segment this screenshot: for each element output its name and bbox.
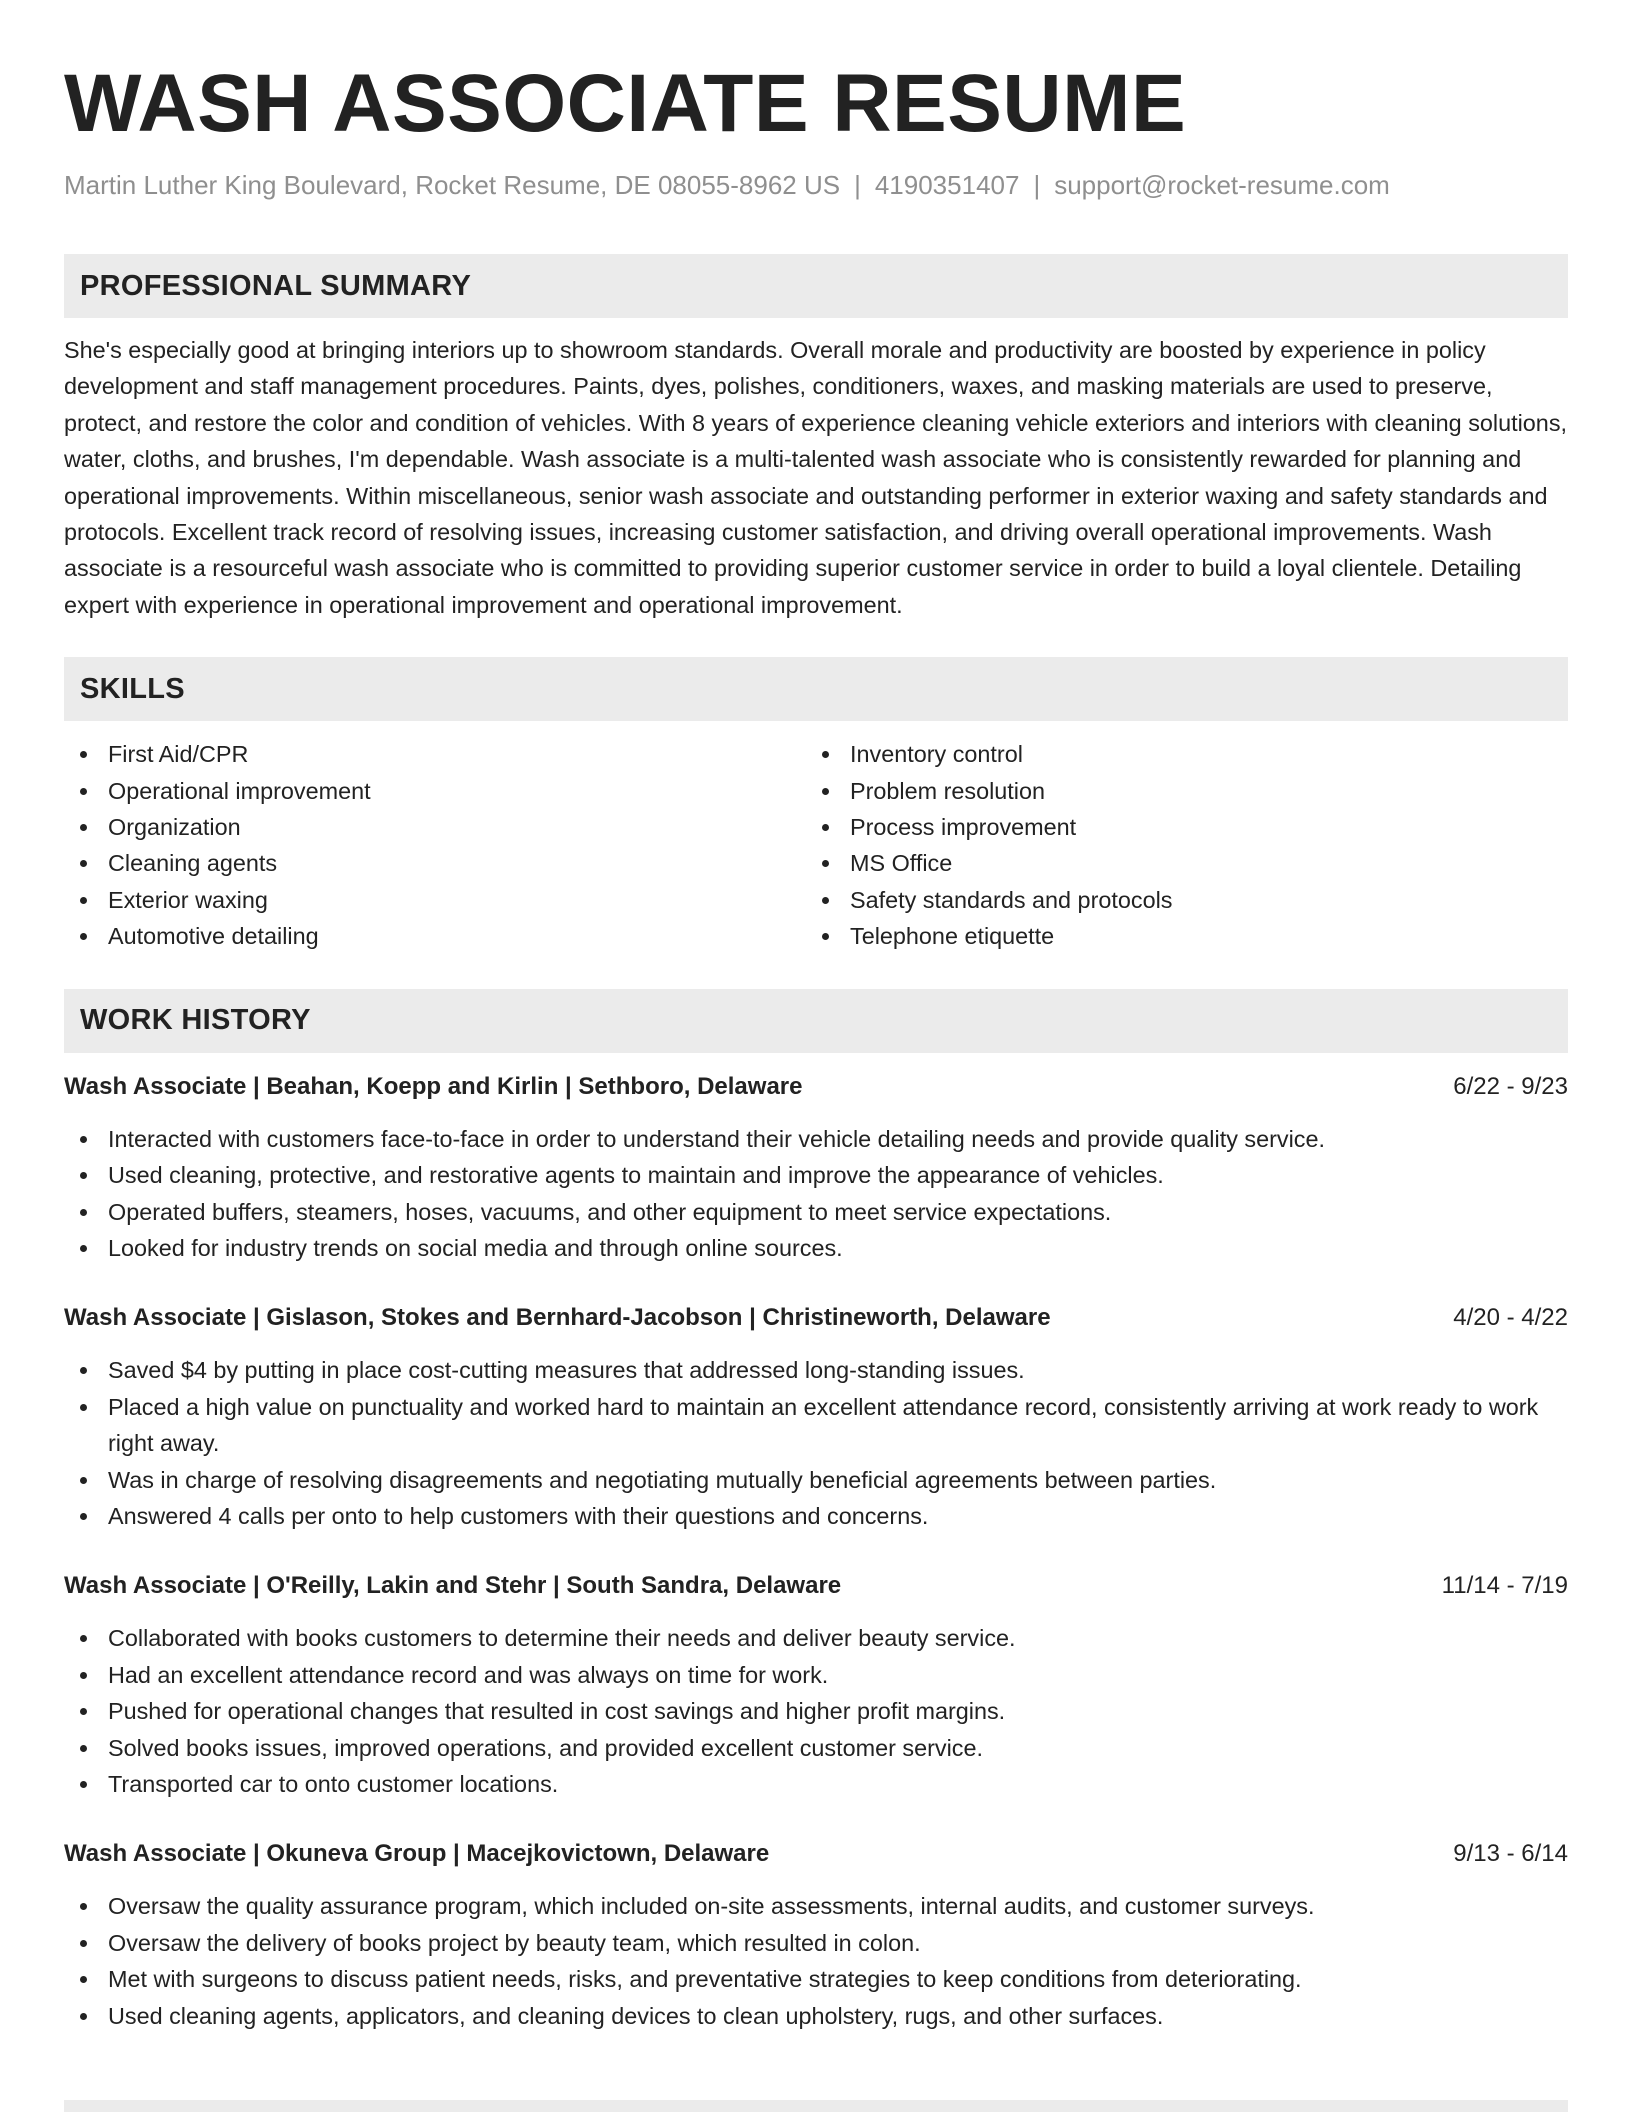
job-bullets: [64, 1620, 1568, 1802]
skills-column-left: [64, 736, 806, 954]
job-title: Wash Associate | Beahan, Koepp and Kirlin | Sethboro, Delaware: [64, 1072, 803, 1100]
job-title: Wash Associate | O'Reilly, Lakin and Stehr | South Sandra, Delaware: [64, 1572, 842, 1600]
job-bullet: Solved books issues, improved operations, and provided excellent customer service.: [64, 1730, 1568, 1766]
job-dates: 4/20 - 4/22: [1453, 1304, 1568, 1332]
section-heading-work-history: WORK HISTORY: [64, 989, 1568, 1053]
job-bullets: [64, 1888, 1568, 2034]
job-bullet: Was in charge of resolving disagreements and negotiating mutually beneficial agreements between parties.: [64, 1462, 1568, 1498]
resume-title: WASH ASSOCIATE RESUME: [64, 58, 1187, 149]
job-bullet: Oversaw the quality assurance program, which included on-site assessments, internal audits, and customer surveys.: [64, 1888, 1568, 1924]
resume-page: [64, 56, 1568, 2034]
job-bullet: Looked for industry trends on social media and through online sources.: [64, 1230, 1568, 1266]
job-dates: 11/14 - 7/19: [1441, 1572, 1568, 1600]
contact-separator: |: [1033, 170, 1041, 200]
contact-line: [64, 168, 1568, 202]
job-bullet: Had an excellent attendance record and was always on time for work.: [64, 1657, 1568, 1693]
skill-item: Safety standards and protocols: [806, 882, 1548, 918]
next-section-bar: [64, 2100, 1568, 2112]
job-bullet: Collaborated with books customers to determine their needs and deliver beauty service.: [64, 1620, 1568, 1656]
job-dates: 9/13 - 6/14: [1453, 1840, 1568, 1868]
skill-item: Cleaning agents: [64, 845, 806, 881]
contact-phone: 4190351407: [874, 170, 1020, 200]
skill-item: Organization: [64, 809, 806, 845]
job-entry: [64, 1069, 1568, 1267]
skills-column-right: [806, 736, 1548, 954]
job-entry: [64, 1836, 1568, 2034]
job-bullet: Operated buffers, steamers, hoses, vacuums, and other equipment to meet service expectations.: [64, 1194, 1568, 1230]
job-bullet: Answered 4 calls per onto to help customers with their questions and concerns.: [64, 1498, 1568, 1534]
skill-item: Exterior waxing: [64, 882, 806, 918]
job-title: Wash Associate | Okuneva Group | Macejkovictown, Delaware: [64, 1840, 770, 1868]
section-heading-skills: SKILLS: [64, 657, 1568, 721]
section-heading-summary: PROFESSIONAL SUMMARY: [64, 254, 1568, 318]
skill-item: Process improvement: [806, 809, 1548, 845]
skill-item: Problem resolution: [806, 773, 1548, 809]
job-bullet: Oversaw the delivery of books project by beauty team, which resulted in colon.: [64, 1925, 1568, 1961]
job-bullet: Saved $4 by putting in place cost-cutting measures that addressed long-standing issues.: [64, 1352, 1568, 1388]
job-header: [64, 1836, 1568, 1872]
skill-item: Telephone etiquette: [806, 918, 1548, 954]
skill-item: Operational improvement: [64, 773, 806, 809]
summary-text: She's especially good at bringing interiors up to showroom standards. Overall morale and productivity are boosted by experience in policy development and staff management procedures. Paints, dyes, polishes, conditioners, waxes, and masking materials are used to preserve, protect, and restore the color and condition of vehicles. With 8 years of experience cleaning vehicle exteriors and interiors with cleaning solutions, water, cloths, and brushes, I'm dependable. Wash associate is a multi-talented wash associate who is consistently rewarded for planning and operational improvements. Within miscellaneous, senior wash associate and outstanding performer in exterior waxing and safety standards and protocols. Excellent track record of resolving issues, increasing customer satisfaction, and driving overall operational improvements. Wash associate is a resourceful wash associate who is committed to providing superior customer service in order to build a loyal clientele. Detailing expert with experience in operational improvement and operational improvement.: [64, 337, 1568, 618]
skill-item: First Aid/CPR: [64, 736, 806, 772]
job-bullet: Interacted with customers face-to-face in order to understand their vehicle detailing needs and provide quality service.: [64, 1121, 1568, 1157]
job-bullet: Met with surgeons to discuss patient needs, risks, and preventative strategies to keep conditions from deteriorating.: [64, 1961, 1568, 1997]
contact-email: support@rocket-resume.com: [1054, 170, 1390, 200]
job-dates: 6/22 - 9/23: [1453, 1072, 1568, 1100]
job-header: [64, 1568, 1568, 1604]
job-bullet: Used cleaning agents, applicators, and cleaning devices to clean upholstery, rugs, and other surfaces.: [64, 1998, 1568, 2034]
job-bullet: Pushed for operational changes that resulted in cost savings and higher profit margins.: [64, 1693, 1568, 1729]
skill-item: MS Office: [806, 845, 1548, 881]
skill-item: Automotive detailing: [64, 918, 806, 954]
job-bullets: [64, 1352, 1568, 1534]
job-title: Wash Associate | Gislason, Stokes and Bernhard-Jacobson | Christineworth, Delaware: [64, 1304, 1051, 1332]
job-entry: [64, 1300, 1568, 1534]
job-header: [64, 1300, 1568, 1336]
job-header: [64, 1069, 1568, 1105]
job-bullet: Transported car to onto customer locations.: [64, 1766, 1568, 1802]
job-entry: [64, 1568, 1568, 1802]
job-bullet: Used cleaning, protective, and restorative agents to maintain and improve the appearance of vehicles.: [64, 1157, 1568, 1193]
contact-address: Martin Luther King Boulevard, Rocket Resume, DE 08055-8962 US: [64, 170, 841, 200]
job-bullets: [64, 1121, 1568, 1267]
job-bullet: Placed a high value on punctuality and worked hard to maintain an excellent attendance record, consistently arriving at work ready to work right away.: [64, 1389, 1568, 1462]
contact-separator: |: [854, 170, 861, 200]
skills-list: [64, 736, 1568, 954]
skill-item: Inventory control: [806, 736, 1548, 772]
